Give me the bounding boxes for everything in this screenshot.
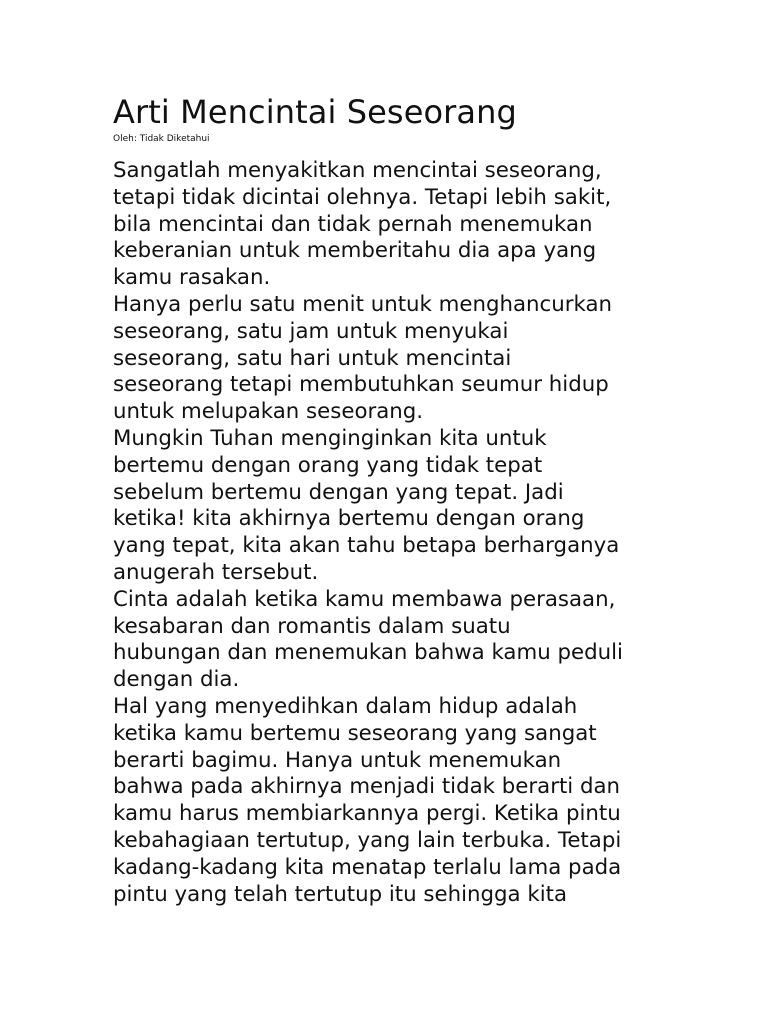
body-line: kebahagiaan tertutup, yang lain terbuka. Tetapi (113, 827, 622, 853)
body-line: seseorang, satu jam untuk menyukai (113, 318, 509, 344)
body-line: seseorang tetapi membutuhkan seumur hidup (113, 372, 609, 398)
body-line: hubungan dan menemukan bahwa kamu peduli (113, 640, 623, 666)
body-line: anugerah tersebut. (113, 559, 319, 585)
body-line: Hal yang menyedihkan dalam hidup adalah (113, 693, 578, 719)
body-line: sebelum bertemu dengan yang tepat. Jadi (113, 479, 564, 505)
document-body (113, 158, 673, 908)
body-line: kadang-kadang kita menatap terlalu lama pada (113, 854, 622, 880)
body-line: keberanian untuk memberitahu dia apa yang (113, 238, 597, 264)
body-line: kamu harus membiarkannya pergi. Ketika pintu (113, 801, 621, 827)
document-page (113, 92, 673, 908)
body-line: dengan dia. (113, 667, 240, 693)
body-line: berarti bagimu. Hanya untuk menemukan (113, 747, 562, 773)
body-line: bertemu dengan orang yang tidak tepat (113, 452, 543, 478)
body-line: ketika! kita akhirnya bertemu dengan orang (113, 506, 585, 532)
body-line: ketika kamu bertemu seseorang yang sangat (113, 720, 597, 746)
body-line: Cinta adalah ketika kamu membawa perasaan, (113, 586, 616, 612)
body-line: Mungkin Tuhan menginginkan kita untuk (113, 425, 547, 451)
body-line: Sangatlah menyakitkan mencintai seseorang, (113, 158, 602, 183)
body-line: seseorang, satu hari untuk mencintai (113, 345, 512, 371)
body-line: tetapi tidak dicintai olehnya. Tetapi lebih sakit, (113, 184, 612, 210)
body-line: bila mencintai dan tidak pernah menemukan (113, 211, 593, 237)
body-line: kamu rasakan. (113, 265, 271, 291)
document-title: Arti Mencintai Seseorang (113, 93, 517, 131)
body-line: kesabaran dan romantis dalam suatu (113, 613, 511, 639)
body-line: untuk melupakan seseorang. (113, 399, 424, 425)
body-line: yang tepat, kita akan tahu betapa berharganya (113, 533, 620, 559)
body-line: pintu yang telah tertutup itu sehingga kita (113, 881, 568, 907)
author-byline: Oleh: Tidak Diketahui (113, 134, 210, 144)
body-line: Hanya perlu satu menit untuk menghancurkan (113, 291, 613, 317)
body-line: bahwa pada akhirnya menjadi tidak berarti dan (113, 774, 621, 800)
